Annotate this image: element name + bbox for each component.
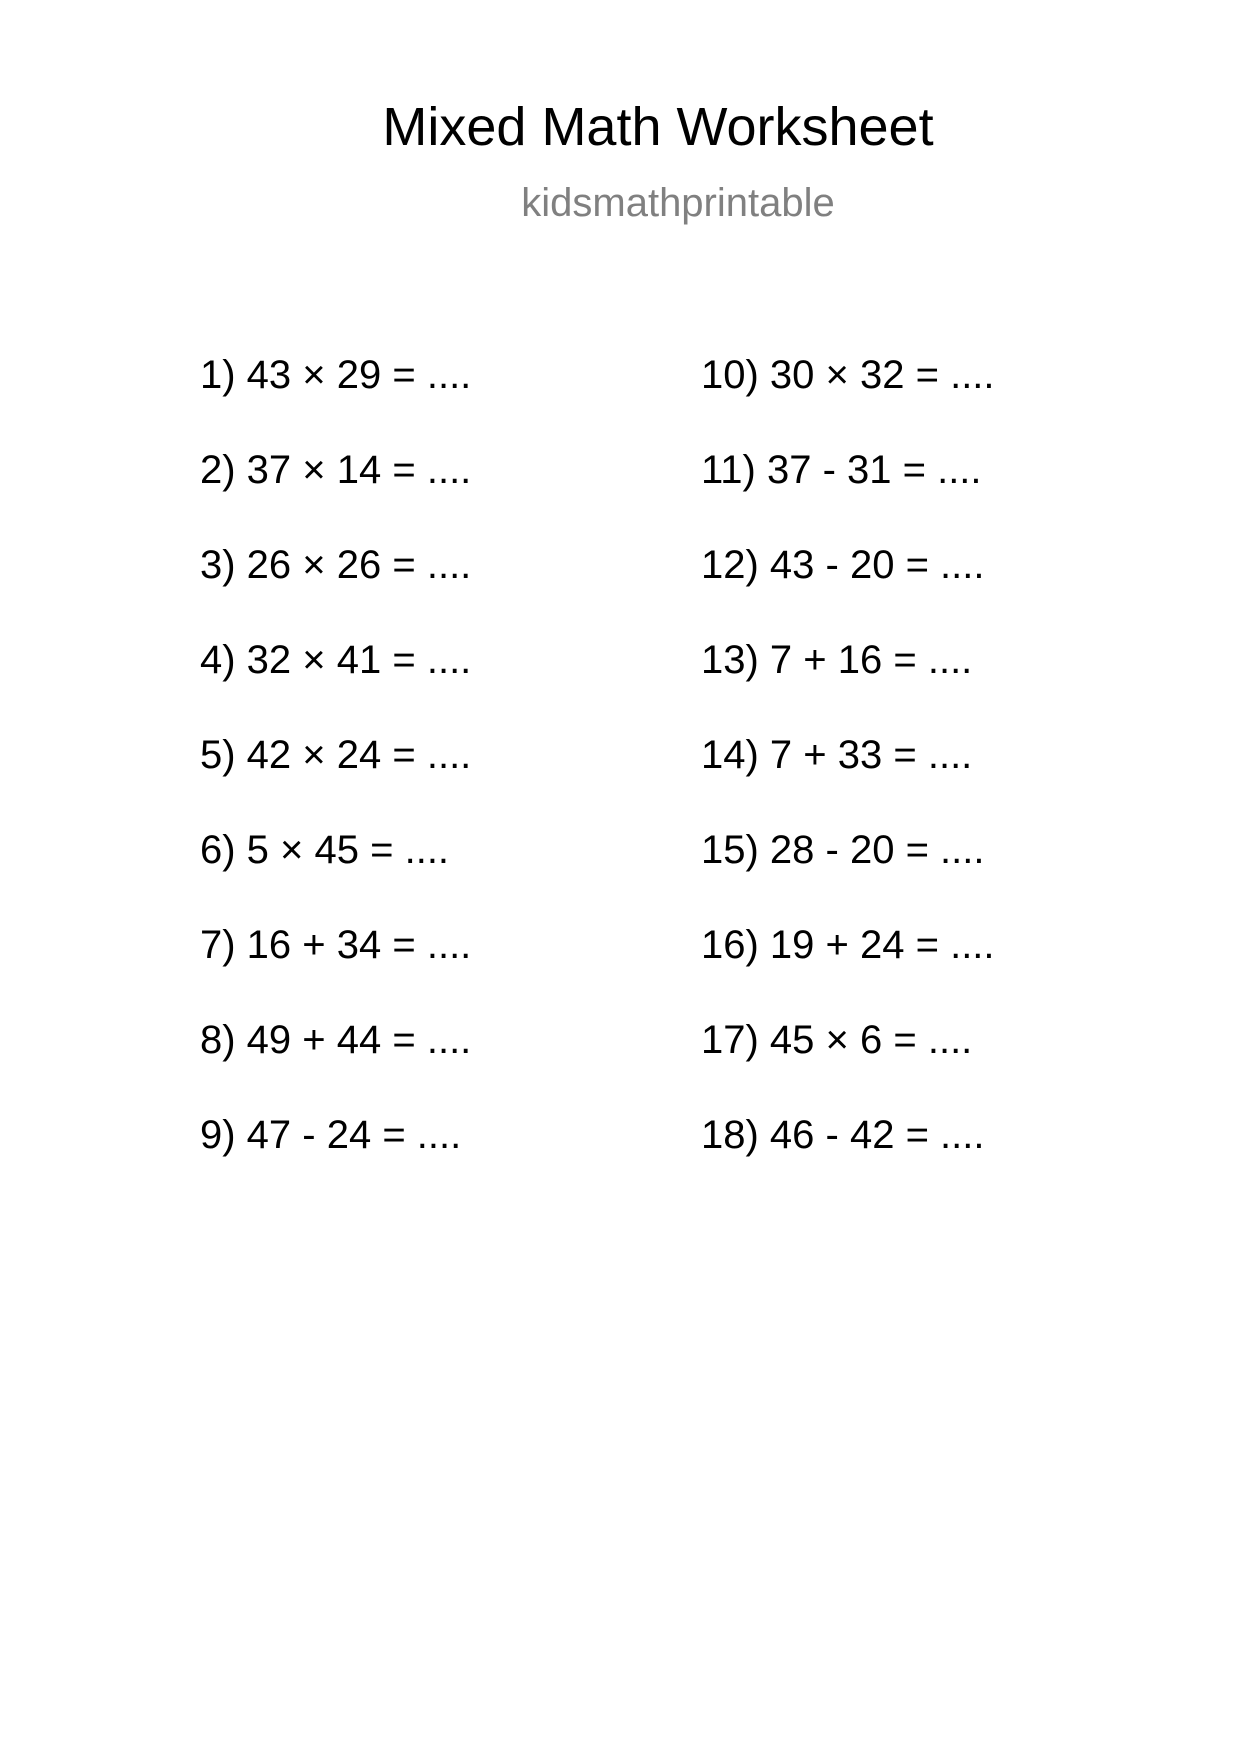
problem-column-right [701, 352, 995, 1207]
problem-7: 7) 16 + 34 = .... [200, 923, 472, 967]
problem-3: 3) 26 × 26 = .... [200, 543, 472, 587]
problem-6: 6) 5 × 45 = .... [200, 828, 450, 872]
worksheet-title: Mixed Math Worksheet [382, 97, 934, 157]
problem-17: 17) 45 × 6 = .... [701, 1018, 973, 1062]
worksheet-subtitle: kidsmathprintable [521, 181, 835, 225]
problem-2: 2) 37 × 14 = .... [200, 448, 472, 492]
problem-4: 4) 32 × 41 = .... [200, 638, 472, 682]
problem-10: 10) 30 × 32 = .... [701, 353, 995, 397]
problem-16: 16) 19 + 24 = .... [701, 923, 995, 967]
problem-12: 12) 43 - 20 = .... [701, 543, 985, 587]
problem-14: 14) 7 + 33 = .... [701, 733, 973, 777]
problem-13: 13) 7 + 16 = .... [701, 638, 973, 682]
problem-1: 1) 43 × 29 = .... [200, 353, 472, 397]
problem-5: 5) 42 × 24 = .... [200, 733, 472, 777]
problem-18: 18) 46 - 42 = .... [701, 1113, 985, 1157]
problem-column-left [200, 352, 471, 1207]
problem-15: 15) 28 - 20 = .... [701, 828, 985, 872]
problem-11: 11) 37 - 31 = .... [701, 448, 982, 492]
problem-8: 8) 49 + 44 = .... [200, 1018, 472, 1062]
problem-9: 9) 47 - 24 = .... [200, 1113, 462, 1157]
